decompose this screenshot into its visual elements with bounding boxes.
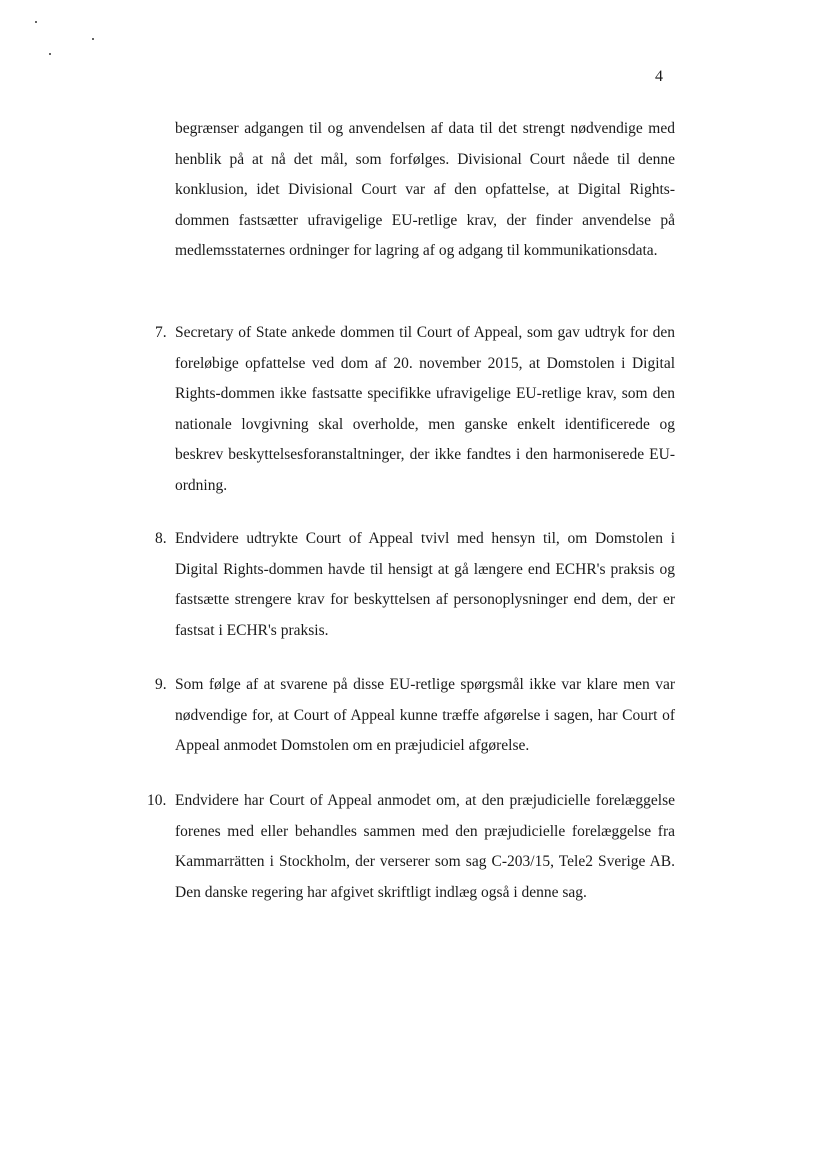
scan-speck <box>35 21 37 23</box>
scan-speck <box>92 38 94 40</box>
paragraph-number: 7. <box>155 324 167 341</box>
scan-speck <box>49 53 51 55</box>
paragraph-number: 9. <box>155 676 167 693</box>
paragraph-number: 10. <box>147 792 167 809</box>
paragraph-7: Secretary of State ankede dommen til Court of Appeal, som gav udtryk for den foreløbige opfattelse ved dom af 20. november 2015, at Domstolen i Digital Rights-dommen ikke fastsatte specifikke ufravigelige EU-retlige krav, som den nationale lovgivning skal overholde, men ganske enkelt identificerede og beskrev beskyttelsesforanstaltninger, der ikke fandtes i den harmoniserede EU-ordning. <box>175 324 675 494</box>
page-number: 4 <box>655 68 663 85</box>
intro-paragraph: begrænser adgangen til og anvendelsen af data til det strengt nødvendige med henblik på at nå det mål, som forfølges. Divisional Court nåede til denne konklusion, idet Divisional Court var af den opfattelse, at Digital Rights-dommen fastsætter ufravigelige EU-retlige krav, der finder anvendelse på medlemsstaternes ordninger for lagring af og adgang til kommunikationsdata. <box>175 120 675 259</box>
paragraph-10: Endvidere har Court of Appeal anmodet om, at den præjudicielle forelæggelse forenes med eller behandles sammen med den præjudicielle forelæggelse fra Kammarrätten i Stockholm, der verserer som sag C-203/15, Tele2 Sverige AB. Den danske regering har afgivet skriftligt indlæg også i denne sag. <box>175 792 675 901</box>
paragraph-8: Endvidere udtrykte Court of Appeal tvivl med hensyn til, om Domstolen i Digital Rights-dommen havde til hensigt at gå længere end ECHR's praksis og fastsætte strengere krav for beskyttelsen af personoplysninger end dem, der er fastsat i ECHR's praksis. <box>175 530 675 639</box>
paragraph-9: Som følge af at svarene på disse EU-retlige spørgsmål ikke var klare men var nødvendige for, at Court of Appeal kunne træffe afgørelse i sagen, har Court of Appeal anmodet Domstolen om en præjudiciel afgørelse. <box>175 676 675 754</box>
paragraph-number: 8. <box>155 530 167 547</box>
